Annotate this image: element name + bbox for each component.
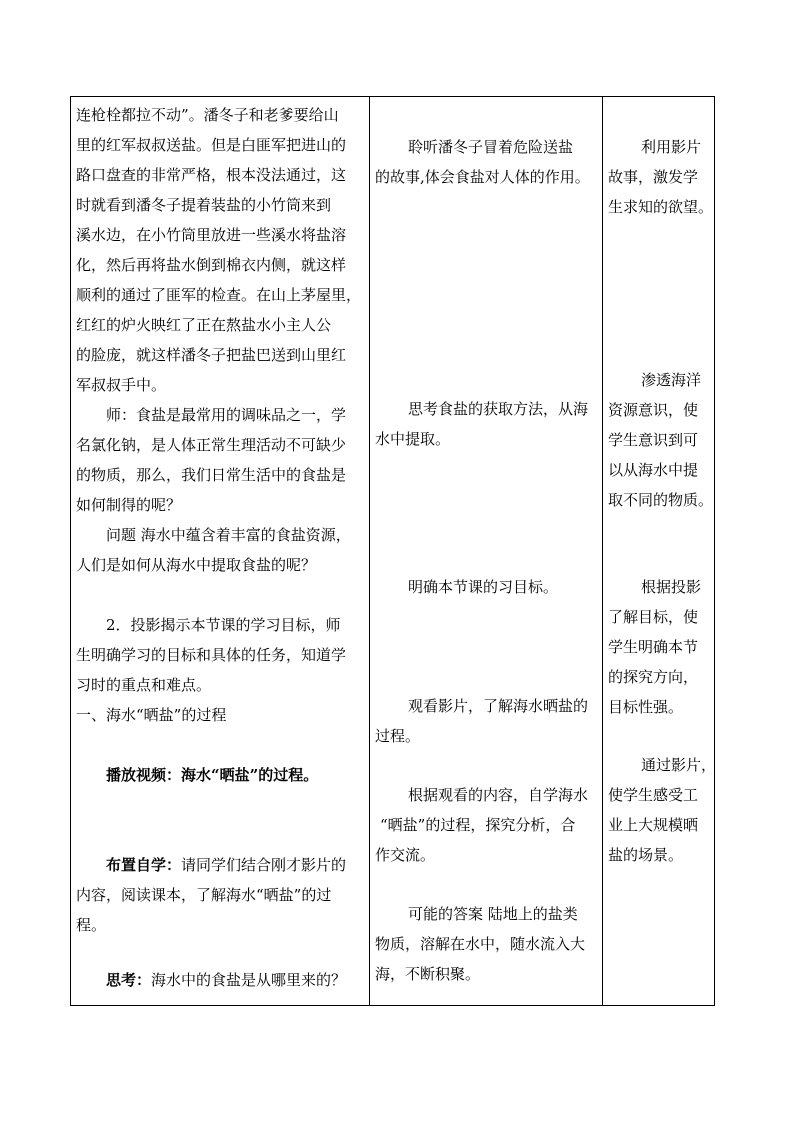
text-line: 利用影片 [641, 138, 702, 156]
lesson-plan-table [70, 96, 715, 1006]
text-line: 根据观看的内容，自学海水 [408, 786, 589, 804]
table-row [71, 97, 715, 1006]
text-line: 生明确学习的目标和具体的任务，知道学 [76, 646, 347, 664]
text-line: 通过影片， [641, 756, 717, 774]
text-line: 取不同的物质。 [608, 491, 714, 509]
text-line [106, 965, 346, 995]
text-line: 观看影片，了解海水晒盐的 [408, 697, 589, 715]
text-line: 习时的重点和难点。 [76, 676, 212, 694]
text-line [106, 850, 346, 880]
think-label: 思考： [106, 971, 152, 989]
section-heading: 一、海水“晒盐”的过程 [76, 706, 227, 724]
text-line: 问题 海水中蕴含着丰富的食盐资源， [106, 526, 351, 544]
text-line: 师：食盐是最常用的调味品之一，学 [106, 406, 347, 424]
teacher-activity-cell [71, 97, 370, 1006]
text-line: 学生明确本节 [608, 638, 699, 656]
self-study-text: 请同学们结合刚才影片的 [181, 856, 347, 874]
text-line: 时就看到潘冬子提着装盐的小竹筒来到 [76, 196, 332, 214]
text-line: 思考食盐的获取方法，从海 [408, 400, 589, 418]
text-line: 的探究方向， [608, 668, 699, 686]
video-heading: 播放视频：海水“晒盐”的过程。 [106, 766, 319, 784]
text-line: 连枪栓都拉不动”。潘冬子和老爹要给山 [76, 106, 339, 124]
text-line: 如何制得的呢？ [76, 496, 182, 514]
text-line: 生求知的欲望。 [608, 198, 714, 216]
text-line: “晒盐”的过程，探究分析，合 [380, 816, 576, 834]
text-line: 学生意识到可 [608, 431, 699, 449]
text-line: 了解目标，使 [608, 608, 699, 626]
text-line: 作交流。 [375, 846, 436, 864]
text-line: 的物质，那么，我们日常生活中的食盐是 [76, 466, 347, 484]
text-line: 可能的答案 陆地上的盐类 [408, 905, 578, 923]
text-line: 顺利的通过了匪军的检查。在山上茅屋里， [76, 286, 362, 304]
text-line: 使学生感受工 [608, 786, 699, 804]
text-line: 程。 [76, 916, 107, 934]
text-line: 以从海水中提 [608, 461, 699, 479]
text-line: 2．投影揭示本节课的学习目标，师 [106, 616, 341, 634]
think-text: 海水中的食盐是从哪里来的？ [151, 971, 347, 989]
student-activity-cell [370, 97, 603, 1006]
text-line: 故事，激发学 [608, 168, 699, 186]
text-line: 盐的场景。 [608, 846, 684, 864]
text-line: 人们是如何从海水中提取食盐的呢？ [76, 556, 317, 574]
text-line: 物质，溶解在水中，随水流入大 [375, 935, 586, 953]
text-line: 溪水边，在小竹筒里放进一些溪水将盐溶 [76, 226, 347, 244]
design-intent-cell [603, 97, 715, 1006]
text-line: 业上大规模晒 [608, 816, 699, 834]
self-study-label: 布置自学： [106, 856, 182, 874]
text-line: 军叔叔手中。 [76, 376, 167, 394]
text-line: 聆听潘冬子冒着危险送盐 [408, 138, 574, 156]
text-line: 的故事,体会食盐对人体的作用。 [375, 168, 590, 186]
text-line: 的脸庞，就这样潘冬子把盐巴送到山里红 [76, 346, 347, 364]
text-line: 名氯化钠，是人体正常生理活动不可缺少 [76, 436, 347, 454]
text-line: 资源意识，使 [608, 401, 699, 419]
text-line: 化，然后再将盐水倒到棉衣内侧，就这样 [76, 256, 347, 274]
text-line: 水中提取。 [375, 430, 451, 448]
text-line: 明确本节课的习目标。 [408, 578, 559, 596]
text-line: 海，不断积聚。 [375, 965, 481, 983]
text-line: 内容，阅读课本，了解海水“晒盐”的过 [76, 886, 332, 904]
text-line: 过程。 [375, 727, 421, 745]
text-line: 红红的炉火映红了正在熬盐水小主人公 [76, 316, 332, 334]
text-line: 目标性强。 [608, 698, 684, 716]
text-line: 渗透海洋 [641, 371, 702, 389]
text-line: 根据投影 [641, 578, 702, 596]
text-line: 路口盘查的非常严格，根本没法通过，这 [76, 166, 347, 184]
text-line: 里的红军叔叔送盐。但是白匪军把进山的 [76, 136, 347, 154]
